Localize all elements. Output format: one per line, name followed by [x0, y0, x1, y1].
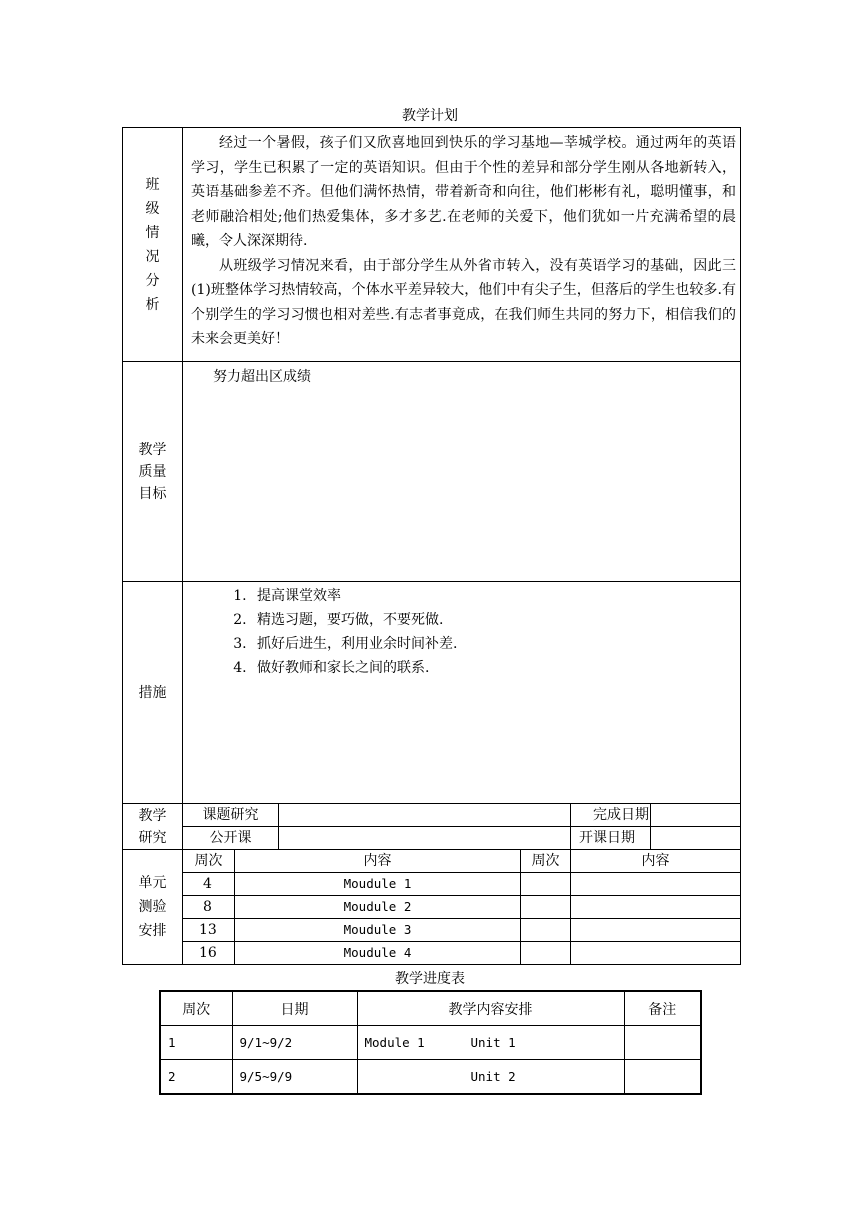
vertical-label: 班级情况分析: [145, 176, 160, 313]
class-analysis-label: [123, 128, 183, 362]
progress-note: [624, 1026, 701, 1060]
progress-note-header: 备注: [624, 991, 701, 1026]
progress-header-row: [160, 991, 701, 1026]
open-class-value: [279, 827, 571, 850]
week-header: 周次: [183, 850, 235, 873]
unit-test-row: [123, 942, 741, 965]
progress-title: 教学进度表: [395, 971, 465, 987]
open-date-value: [651, 827, 741, 850]
progress-week: 1: [160, 1026, 232, 1060]
measure-item: 2. 精选习题，要巧做，不要死做.: [251, 608, 740, 632]
quality-goal-label: [123, 362, 183, 582]
progress-date-header: 日期: [232, 991, 357, 1026]
analysis-paragraph: 经过一个暑假，孩子们又欣喜地回到快乐的学习基地—莘城学校。通过两年的英语学习，学生已积累了一定的英语知识。但由于个性的差异和部分学生刚从各地新转入，英语基础参差不齐。但他们满怀热情，带着新奇和向往，他们彬彬有礼，聪明懂事，和老师融洽相处;他们热爱集体，多才多艺.在老师的关爱下，他们犹如一片充满希望的晨曦，令人深深期待.: [191, 135, 737, 249]
finish-date-label: 完成日期: [571, 804, 651, 827]
unit-test-week: 13: [183, 919, 235, 942]
progress-table: [159, 990, 702, 1095]
progress-unit: Unit 2: [470, 1069, 516, 1084]
unit-test-week: 8: [183, 896, 235, 919]
class-analysis-cell: [183, 128, 741, 362]
unit-test-week: 4: [183, 873, 235, 896]
progress-module: Module 1: [364, 1035, 425, 1050]
measure-item: 4. 做好教师和家长之间的联系.: [251, 656, 740, 680]
unit-test-row: [123, 896, 741, 919]
unit-test-content: Moudule 1: [235, 873, 521, 896]
quality-goal-row: [123, 362, 741, 582]
progress-content: [357, 1026, 624, 1060]
teaching-plan-table: [122, 127, 741, 965]
progress-content: [357, 1060, 624, 1095]
topic-label: 课题研究: [183, 804, 279, 827]
content-header: 内容: [235, 850, 521, 873]
unit-test-row: [123, 919, 741, 942]
topic-value: [279, 804, 571, 827]
measures-row: [123, 582, 741, 804]
measure-item: 1. 提高课堂效率: [251, 584, 740, 608]
progress-row: [160, 1026, 701, 1060]
vertical-label: 教学质量目标: [138, 441, 167, 502]
vertical-label: 单元测验安排: [138, 875, 167, 939]
unit-test-content: Moudule 2: [235, 896, 521, 919]
week-header-2: 周次: [521, 850, 571, 873]
unit-test-content: Moudule 3: [235, 919, 521, 942]
progress-week: 2: [160, 1060, 232, 1095]
open-class-label: 公开课: [183, 827, 279, 850]
measures-list: [183, 584, 740, 680]
analysis-paragraph: 从班级学习情况来看，由于部分学生从外省市转入，没有英语学习的基础，因此三(1)班整体学习热情较高，个体水平差异较大，他们中有尖子生，但落后的学生也较多.有个别学生的学习习惯也相对差些.有志者事竟成，在我们师生共同的努力下，相信我们的未来会更美好！: [191, 257, 737, 347]
page-title: 教学计划: [402, 108, 458, 124]
finish-date-value: [651, 804, 741, 827]
unit-test-row: [123, 873, 741, 896]
measures-label: 措施: [123, 582, 183, 804]
progress-content-header: 教学内容安排: [357, 991, 624, 1026]
research-row: [123, 804, 741, 827]
quality-goal-cell: [183, 362, 741, 582]
measures-cell: [183, 582, 741, 804]
unit-test-content: Moudule 4: [235, 942, 521, 965]
measure-item: 3. 抓好后进生，利用业余时间补差.: [251, 632, 740, 656]
quality-goal-text: 努力超出区成绩: [213, 369, 311, 385]
unit-tests-label: [123, 850, 183, 965]
class-analysis-row: [123, 128, 741, 362]
progress-week-header: 周次: [160, 991, 232, 1026]
content-header-2: 内容: [571, 850, 741, 873]
progress-note: [624, 1060, 701, 1095]
progress-row: [160, 1060, 701, 1095]
progress-date: 9/5~9/9: [232, 1060, 357, 1095]
open-date-label: 开课日期: [571, 827, 651, 850]
progress-date: 9/1~9/2: [232, 1026, 357, 1060]
research-row: [123, 827, 741, 850]
research-label: [123, 804, 183, 850]
unit-test-header-row: [123, 850, 741, 873]
progress-unit: Unit 1: [470, 1035, 516, 1050]
vertical-label: 教学研究: [138, 807, 167, 846]
unit-test-week: 16: [183, 942, 235, 965]
